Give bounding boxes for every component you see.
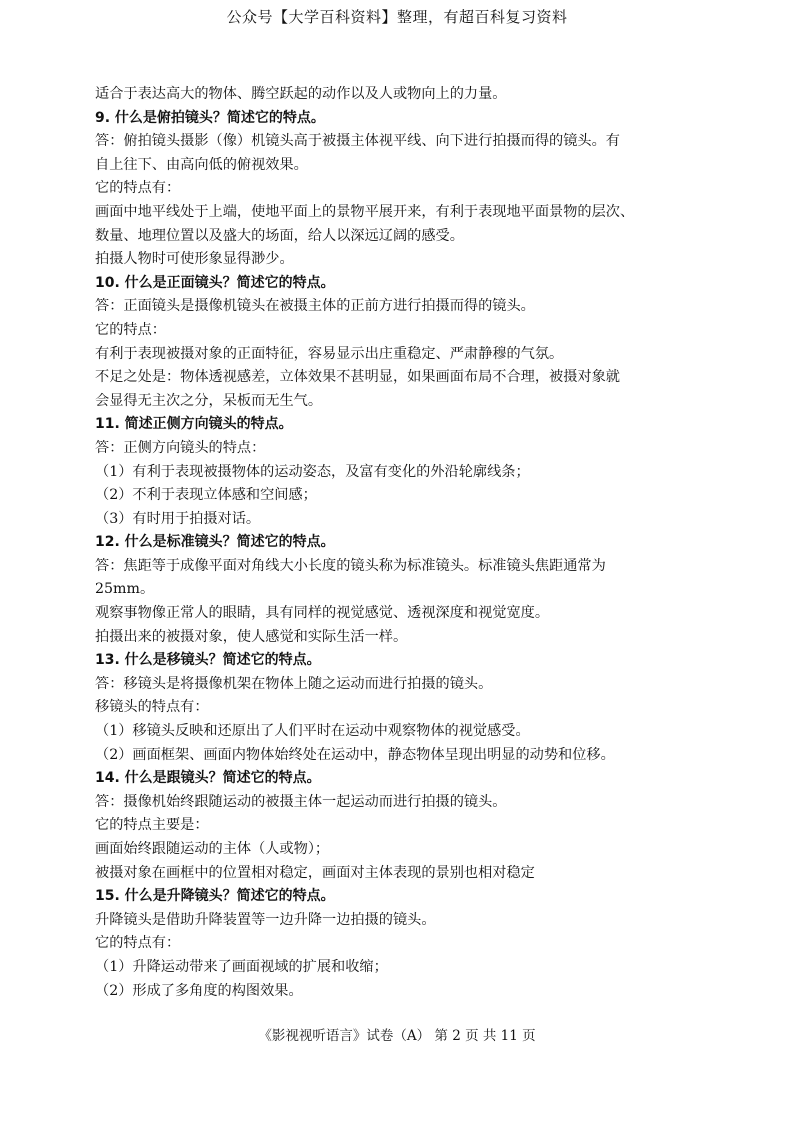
body-text-line: （1）有利于表现被摄物体的运动姿态，及富有变化的外沿轮廓线条； [95,463,530,480]
body-text-line: 答：移镜头是将摄像机架在物体上随之运动而进行拍摄的镜头。 [95,675,493,692]
body-text-line: 移镜头的特点有： [95,699,209,716]
body-text-line: 升降镜头是借助升降装置等一边升降一边拍摄的镜头。 [95,911,436,928]
body-text-line: 它的特点主要是： [95,817,209,834]
body-text-line: 拍摄出来的被摄对象，使人感觉和实际生活一样。 [95,628,408,645]
body-text-line: 观察事物像正常人的眼睛，具有同样的视觉感觉、透视深度和视觉宽度。 [95,605,550,622]
question-heading: 14. 什么是跟镜头？简述它的特点。 [95,770,321,787]
body-text-line: 数量、地理位置以及盛大的场面，给人以深远辽阔的感受。 [95,227,464,244]
body-text-line: （2）不利于表现立体感和空间感； [95,487,317,504]
question-heading: 9. 什么是俯拍镜头？简述它的特点。 [95,109,325,126]
body-text-line: 答：摄像机始终跟随运动的被摄主体一起运动而进行拍摄的镜头。 [95,793,507,810]
question-heading: 12. 什么是标准镜头？简述它的特点。 [95,534,335,551]
body-text-line: 有利于表现被摄对象的正面特征，容易显示出庄重稳定、严肃静穆的气氛。 [95,345,564,362]
body-text-line: （2）形成了多角度的构图效果。 [95,982,303,999]
body-text-line: 25mm。 [95,581,155,598]
body-text-line: 拍摄人物时可使形象显得渺少。 [95,251,294,268]
body-text-line: 画面始终跟随运动的主体（人或物）； [95,841,330,857]
body-text-line: 被摄对象在画框中的位置相对稳定，画面对主体表现的景别也相对稳定 [95,864,535,881]
body-text-line: 答：正面镜头是摄像机镜头在被摄主体的正前方进行拍摄而得的镜头。 [95,298,535,315]
document-body [95,83,700,1003]
body-text-line: （3）有时用于拍摄对话。 [95,510,261,527]
body-text-line: （1）移镜头反映和还原出了人们平时在运动中观察物体的视觉感受。 [95,723,530,740]
body-text-line: 它的特点： [95,321,166,338]
body-text-line: （1）升降运动带来了画面视域的扩展和收缩； [95,958,388,975]
page-header: 公众号【大学百科资料】整理，有超百科复习资料 [226,8,568,26]
question-heading: 13. 什么是移镜头？简述它的特点。 [95,652,321,669]
question-heading: 15. 什么是升降镜头？简述它的特点。 [95,888,335,905]
body-text-line: 答：正侧方向镜头的特点： [95,439,266,456]
page-footer: 《影视视听语言》试卷（A） 第 2 页 共 11 页 [258,1028,536,1044]
body-text-line: 不足之处是：物体透视感差，立体效果不甚明显，如果画面布局不合理，被摄对象就 [95,369,620,386]
body-text-line: 适合于表达高大的物体、腾空跃起的动作以及人或物向上的力量。 [95,86,507,102]
body-text-line: 它的特点有： [95,935,181,952]
body-text-line: 它的特点有： [95,180,181,197]
question-heading: 11. 简述正侧方向镜头的特点。 [95,416,293,433]
question-heading: 10. 什么是正面镜头？简述它的特点。 [95,274,335,291]
body-text-line: （2）画面框架、画面内物体始终处在运动中，静态物体呈现出明显的动势和位移。 [95,746,615,763]
body-text-line: 画面中地平线处于上端，使地平面上的景物平展开来，有利于表现地平面景物的层次、 [95,203,635,220]
body-text-line: 答：焦距等于成像平面对角线大小长度的镜头称为标准镜头。标准镜头焦距通常为 [95,557,606,574]
body-text-line: 会显得无主次之分，呆板而无生气。 [95,392,323,409]
body-text-line: 答：俯拍镜头摄影（像）机镜头高于被摄主体视平线、向下进行拍摄而得的镜头。有 [95,133,620,150]
body-text-line: 自上往下、由高向低的俯视效果。 [95,156,308,173]
